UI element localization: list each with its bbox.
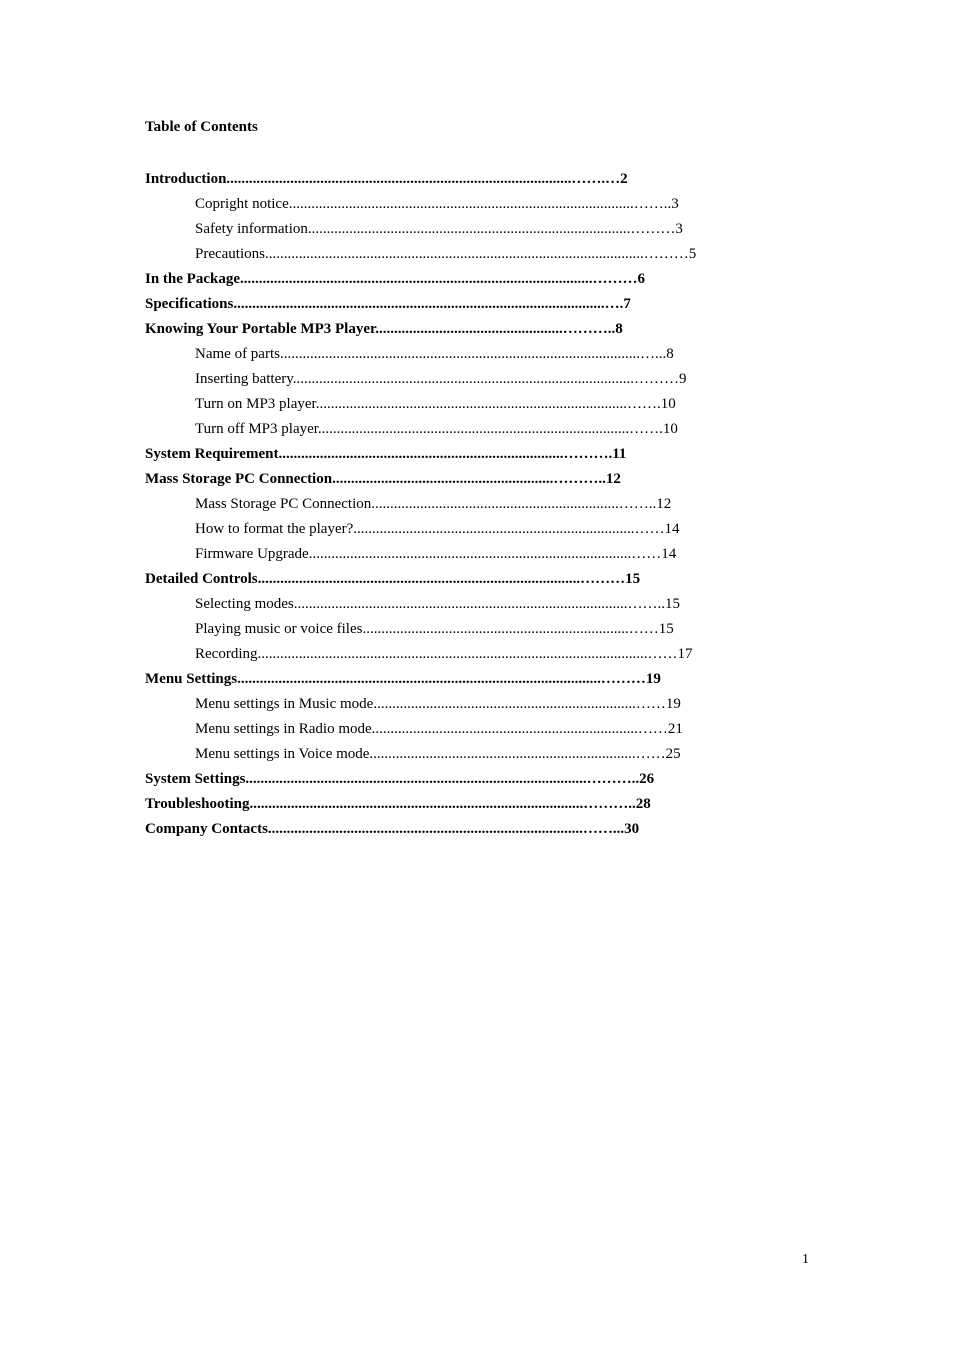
toc-section-entry bbox=[0, 769, 954, 794]
toc-subsection-entry bbox=[0, 619, 954, 644]
toc-section-entry bbox=[0, 169, 954, 194]
toc-entry-text: Menu settings in Voice mode.......................................................................……25 bbox=[195, 746, 681, 762]
toc-subsection-entry bbox=[0, 644, 954, 669]
toc-entry-text: Detailed Controls......................................................................................………15 bbox=[145, 571, 641, 587]
page-number: 1 bbox=[802, 1252, 809, 1267]
toc-entry-text: Specifications...................................................................................................….7 bbox=[145, 296, 631, 312]
toc-section-entry bbox=[0, 444, 954, 469]
toc-entry-text: Inserting battery...........................................................................................………9 bbox=[195, 371, 687, 387]
toc-subsection-entry bbox=[0, 394, 954, 419]
toc-subsection-entry bbox=[0, 344, 954, 369]
toc-section-entry bbox=[0, 294, 954, 319]
toc-entry-text: How to format the player?...........................................................................……14 bbox=[195, 521, 680, 537]
toc-entry-text: Turn off MP3 player...................................................................................…….10 bbox=[195, 421, 678, 437]
toc-subsection-entry bbox=[0, 519, 954, 544]
toc-entry-text: Menu settings in Radio mode.......................................................................……21 bbox=[195, 721, 683, 737]
toc-subsection-entry bbox=[0, 219, 954, 244]
toc-entry-text: Company Contacts....................................................................................……...30 bbox=[145, 821, 640, 837]
toc-subsection-entry bbox=[0, 719, 954, 744]
toc-entry-text: Selecting modes.........................................................................................……..15 bbox=[195, 596, 680, 612]
toc-section-entry bbox=[0, 269, 954, 294]
toc-entry-text: Menu Settings.................................................................................................………19 bbox=[145, 671, 661, 687]
toc-entry-text: System Requirement............................................................................……….11 bbox=[145, 446, 627, 462]
toc-entry-text: In the Package..............................................................................................………6 bbox=[145, 271, 645, 287]
toc-section-entry bbox=[0, 469, 954, 494]
toc-entry-text: Firmware Upgrade......................................................................................……14 bbox=[195, 546, 677, 562]
toc-entry-text: Recording........................................................................................................……17 bbox=[195, 646, 693, 662]
toc-section-entry bbox=[0, 819, 954, 844]
toc-entry-text: System Settings...........................................................................................………..26 bbox=[145, 771, 655, 787]
table-of-contents bbox=[0, 169, 954, 844]
toc-entry-text: Mass Storage PC Connection...........................................................………..12 bbox=[145, 471, 621, 487]
toc-subsection-entry bbox=[0, 194, 954, 219]
toc-subsection-entry bbox=[0, 694, 954, 719]
toc-section-entry bbox=[0, 319, 954, 344]
toc-section-entry bbox=[0, 569, 954, 594]
page-title: Table of Contents bbox=[145, 119, 258, 135]
toc-subsection-entry bbox=[0, 244, 954, 269]
toc-entry-text: Knowing Your Portable MP3 Player..................................................………..8 bbox=[145, 321, 623, 337]
toc-entry-text: Precautions.....................................................................................................………5 bbox=[195, 246, 697, 262]
toc-subsection-entry bbox=[0, 494, 954, 519]
toc-subsection-entry bbox=[0, 369, 954, 394]
toc-subsection-entry bbox=[0, 744, 954, 769]
toc-section-entry bbox=[0, 794, 954, 819]
toc-subsection-entry bbox=[0, 594, 954, 619]
toc-entry-text: Turn on MP3 player...................................................................................…….10 bbox=[195, 396, 676, 412]
toc-entry-text: Mass Storage PC Connection..................................................................……..12 bbox=[195, 496, 672, 512]
toc-entry-text: Introduction............................................................................................…….…2 bbox=[145, 171, 628, 187]
toc-entry-text: Menu settings in Music mode......................................................................……19 bbox=[195, 696, 681, 712]
toc-entry-text: Safety information......................................................................................………3 bbox=[195, 221, 683, 237]
toc-subsection-entry bbox=[0, 419, 954, 444]
toc-entry-text: Name of parts................................................................................................…...8 bbox=[195, 346, 674, 362]
toc-entry-text: Playing music or voice files.......................................................................……15 bbox=[195, 621, 674, 637]
toc-entry-text: Troubleshooting.........................................................................................………..28 bbox=[145, 796, 651, 812]
toc-entry-text: Copright notice............................................................................................……..3 bbox=[195, 196, 679, 212]
toc-section-entry bbox=[0, 669, 954, 694]
toc-subsection-entry bbox=[0, 544, 954, 569]
